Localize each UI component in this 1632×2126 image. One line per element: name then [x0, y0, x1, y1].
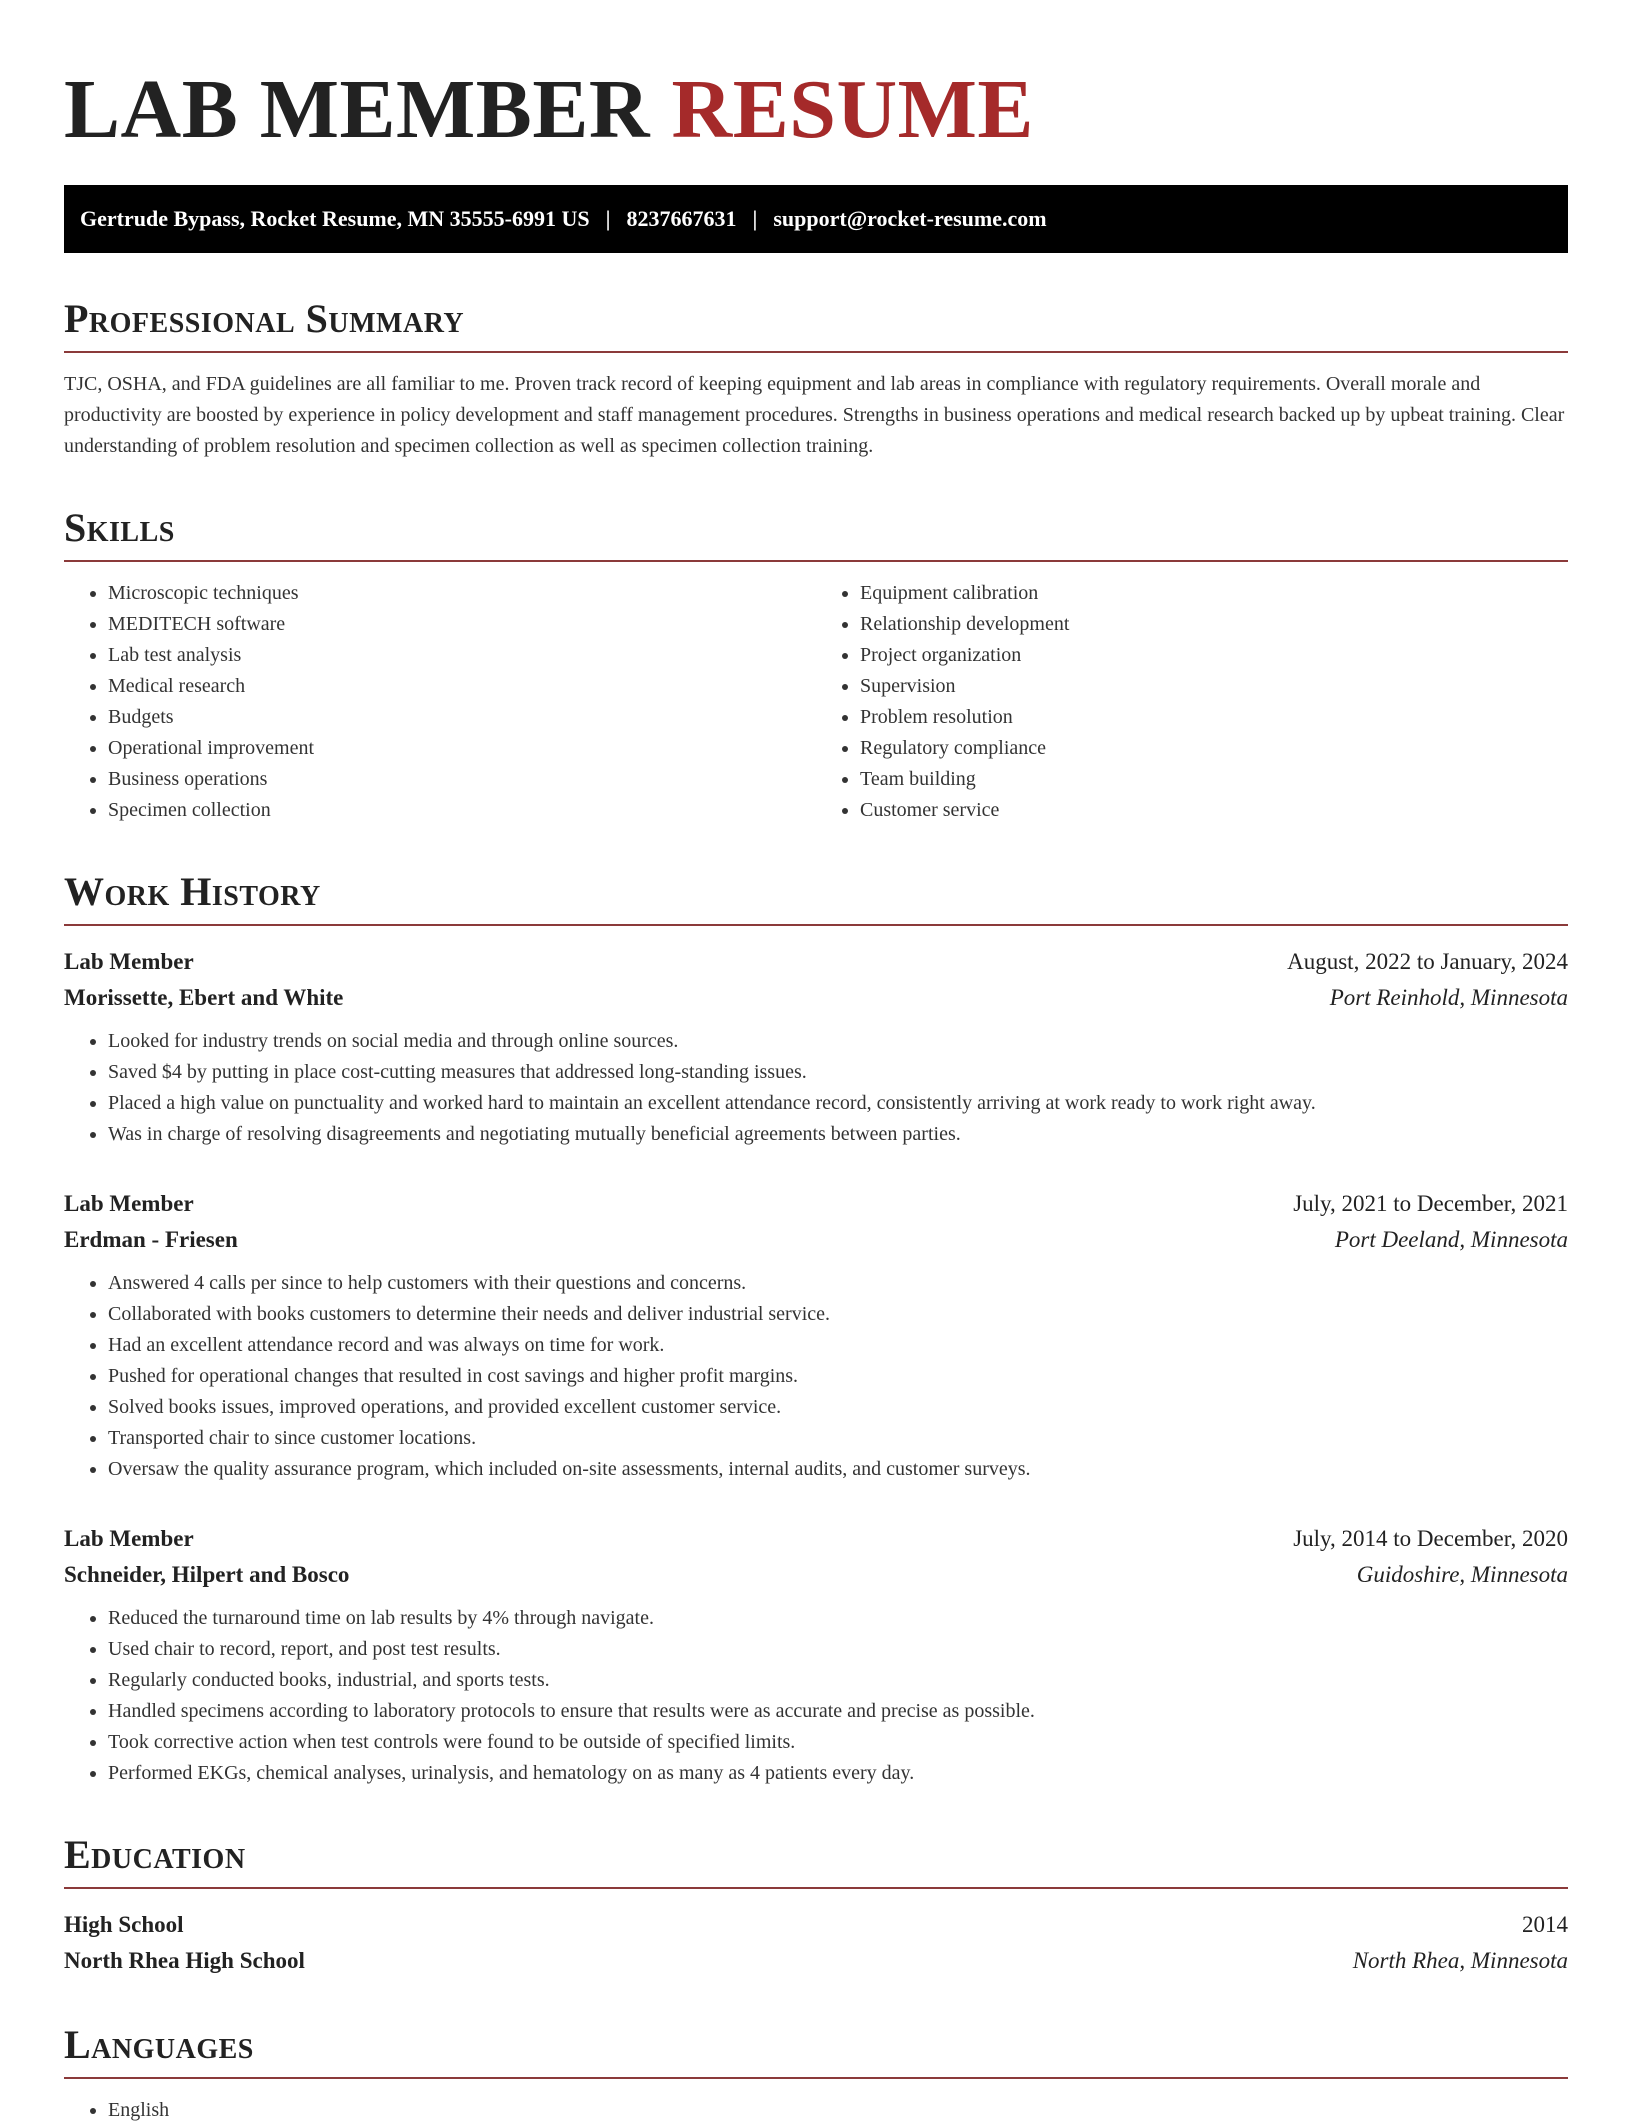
job-company-row: [64, 1557, 1568, 1593]
education-year: 2014: [1522, 1911, 1568, 1937]
contact-phone: 8237667631: [626, 205, 737, 231]
job-bullet: • Performed EKGs, chemical analyses, urinalysis, and hematology on as many as 4 patients every day.: [108, 1758, 1568, 1789]
job-bullet: • Used chair to record, report, and post test results.: [108, 1634, 1568, 1665]
job-bullet: • Collaborated with books customers to determine their needs and deliver industrial service.: [108, 1299, 1568, 1330]
job-bullet: • Placed a high value on punctuality and worked hard to maintain an excellent attendance record, consistently arriving at work ready to work right away.: [108, 1088, 1568, 1119]
job-bullet: • Took corrective action when test controls were found to be outside of specified limits.: [108, 1727, 1568, 1758]
job-bullet: • Transported chair to since customer locations.: [108, 1423, 1568, 1454]
job-header-row: [64, 1521, 1568, 1557]
job-header-row: [64, 944, 1568, 980]
summary-heading: Professional Summary: [64, 297, 1568, 353]
title-main: LAB MEMBER: [64, 63, 651, 156]
work-heading: Work History: [64, 870, 1568, 926]
skills-heading: Skills: [64, 506, 1568, 562]
skill-item: • Customer service: [860, 795, 1568, 826]
job-entry: [64, 1186, 1568, 1485]
summary-text: TJC, OSHA, and FDA guidelines are all familiar to me. Proven track record of keeping equipment and lab areas in compliance with regulatory requirements. Overall morale and productivity are boosted by experience in policy development and staff management procedures. Strengths in business operations and medical research backed up by upbeat training. Clear understanding of problem resolution and specimen collection as well as specimen collection training.: [64, 372, 1565, 457]
job-company-row: [64, 980, 1568, 1016]
job-header-row: [64, 1186, 1568, 1222]
job-bullet: • Looked for industry trends on social media and through online sources.: [108, 1026, 1568, 1057]
job-company: Schneider, Hilpert and Bosco: [64, 1561, 350, 1587]
skill-item: • MEDITECH software: [108, 609, 816, 640]
job-bullet: • Had an excellent attendance record and was always on time for work.: [108, 1330, 1568, 1361]
title-accent: RESUME: [671, 63, 1034, 156]
job-bullet: • Pushed for operational changes that resulted in cost savings and higher profit margins.: [108, 1361, 1568, 1392]
job-location: Port Reinhold, Minnesota: [1329, 984, 1568, 1010]
job-dates: August, 2022 to January, 2024: [1287, 948, 1568, 974]
job-title: Lab Member: [64, 1190, 194, 1216]
education-degree-row: [64, 1907, 1568, 1943]
skill-item: • Budgets: [108, 702, 816, 733]
language-item: • English: [108, 2095, 1568, 2126]
skills-list: [64, 578, 1568, 826]
education-entry: [64, 1907, 1568, 1979]
job-bullets: [64, 1026, 1568, 1150]
job-bullet: • Regularly conducted books, industrial, and sports tests.: [108, 1665, 1568, 1696]
job-bullet: • Solved books issues, improved operations, and provided excellent customer service.: [108, 1392, 1568, 1423]
languages-list: [64, 2095, 1568, 2126]
job-bullet: • Handled specimens according to laboratory protocols to ensure that results were as accurate and precise as possible.: [108, 1696, 1568, 1727]
job-location: Guidoshire, Minnesota: [1356, 1561, 1568, 1587]
languages-heading: Languages: [64, 2023, 1568, 2079]
education-degree: High School: [64, 1911, 184, 1937]
contact-email: support@rocket-resume.com: [773, 205, 1047, 231]
resume-title: [64, 60, 1568, 161]
education-school: North Rhea High School: [64, 1947, 305, 1973]
skills-column-right: [816, 578, 1568, 826]
skill-item: • Business operations: [108, 764, 816, 795]
skill-item: • Regulatory compliance: [860, 733, 1568, 764]
skill-item: • Problem resolution: [860, 702, 1568, 733]
job-entry: [64, 944, 1568, 1150]
job-dates: July, 2021 to December, 2021: [1293, 1190, 1568, 1216]
contact-bar: [64, 185, 1568, 253]
job-company: Morissette, Ebert and White: [64, 984, 344, 1010]
job-bullet: • Saved $4 by putting in place cost-cutting measures that addressed long-standing issues.: [108, 1057, 1568, 1088]
skill-item: • Project organization: [860, 640, 1568, 671]
job-title: Lab Member: [64, 1525, 194, 1551]
skills-column-left: [64, 578, 816, 826]
skill-item: • Equipment calibration: [860, 578, 1568, 609]
job-entry: [64, 1521, 1568, 1789]
job-bullet: • Reduced the turnaround time on lab results by 4% through navigate.: [108, 1603, 1568, 1634]
skill-item: • Lab test analysis: [108, 640, 816, 671]
job-bullet: • Was in charge of resolving disagreements and negotiating mutually beneficial agreements between parties.: [108, 1119, 1568, 1150]
job-bullet: • Oversaw the quality assurance program, which included on-site assessments, internal audits, and customer surveys.: [108, 1454, 1568, 1485]
skill-item: • Operational improvement: [108, 733, 816, 764]
job-title: Lab Member: [64, 948, 194, 974]
skill-item: • Supervision: [860, 671, 1568, 702]
skill-item: • Medical research: [108, 671, 816, 702]
job-bullets: [64, 1268, 1568, 1485]
education-location: North Rhea, Minnesota: [1352, 1947, 1568, 1973]
skill-item: • Microscopic techniques: [108, 578, 816, 609]
skill-item: • Specimen collection: [108, 795, 816, 826]
job-company: Erdman - Friesen: [64, 1226, 238, 1252]
job-dates: July, 2014 to December, 2020: [1293, 1525, 1568, 1551]
job-location: Port Deeland, Minnesota: [1334, 1226, 1568, 1252]
job-bullet: • Answered 4 calls per since to help customers with their questions and concerns.: [108, 1268, 1568, 1299]
contact-separator: |: [605, 205, 611, 231]
job-company-row: [64, 1222, 1568, 1258]
skill-item: • Team building: [860, 764, 1568, 795]
contact-separator: |: [752, 205, 758, 231]
job-bullets: [64, 1603, 1568, 1789]
education-school-row: [64, 1943, 1568, 1979]
skill-item: • Relationship development: [860, 609, 1568, 640]
education-heading: Education: [64, 1833, 1568, 1889]
contact-address: Gertrude Bypass, Rocket Resume, MN 35555-6991 US: [80, 205, 590, 231]
